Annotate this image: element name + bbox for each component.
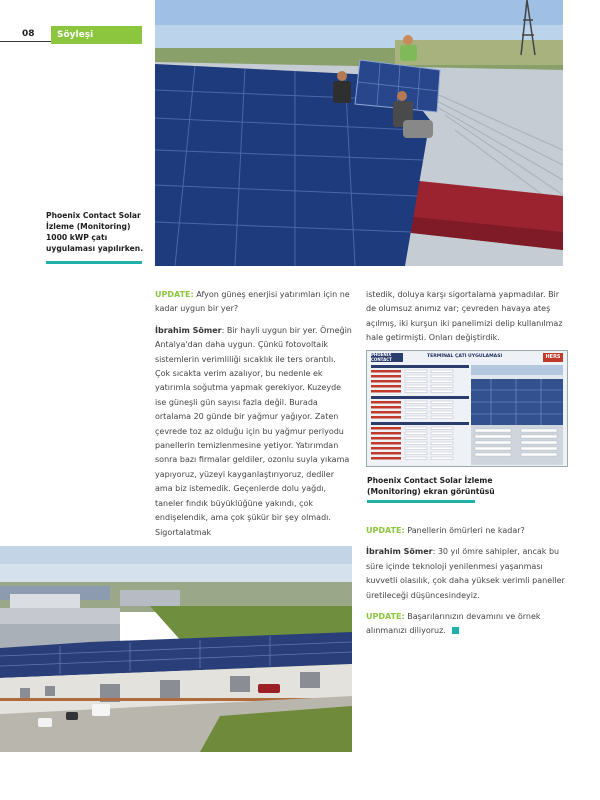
screenshot-caption: Phoenix Contact Solar İzleme (Monitoring) ekran görüntüsü: [367, 476, 495, 496]
article-column-right-lower: [366, 524, 566, 646]
caption-accent-bar: [367, 500, 475, 503]
speaker-name: İbrahim Sömer: [155, 325, 222, 335]
monitor-badge: HERS: [543, 353, 563, 362]
question-text: Panellerin ömürleri ne kadar?: [407, 526, 525, 535]
monitoring-screenshot: [366, 350, 568, 467]
interviewer-label: UPDATE:: [366, 612, 405, 622]
answer-1-continued: istedik, doluya karşı sigortalama yapmadılar. Bir de olumsuz anımız var; çevreden havaya ateş açılmış, iki kurşun iki panelimizi delip kullanılmaz hale getirmişti. Onları değiştirdik.: [366, 290, 563, 343]
interviewer-label: UPDATE:: [155, 290, 194, 299]
caption-accent-bar: [46, 261, 142, 264]
closing-remark: [366, 610, 566, 639]
phoenix-contact-logo: PHOENIX CONTACT: [371, 353, 403, 362]
interviewer-label: UPDATE:: [366, 526, 405, 535]
section-label: Söyleşi: [51, 26, 142, 44]
monitor-table: [371, 365, 469, 463]
answer-text: : 30 yıl ömre sahipler, ancak bu süre içinde teknoloji yenilenmesi yaşanması kuvvetli olasılık, çok daha yüksek verimli paneller üretileceği düşüncesindeyiz.: [366, 547, 565, 600]
answer-text: : Bir hayli uygun bir yer. Örneğin Antalya'dan daha uygun. Çünkü fotovoltaik sistemlerin verimliliği sıcaklık ile ters orantılı. Çok sıcakta verim azalıyor, bu nedenle ek yatırımla soğutma yapmak gerekiyor. Kuzeyde ise güneşli gün sayısı fazla değil. Burada ortalama 20 günde bir yağmur yağıyor. Zaten çevrede toz az olduğu için bu yağmur periyodu panellerin temizlenmesine yetiyor. Yatırımdan sonra bazı firmalar geldiler, ozonlu suyla yıkama yapıyoruz, yüzeyi kayganlaştırıyoruz, dediler ama biz istemedik. Geçenlerde dolu yağdı, taneler fındık büyüklüğüne yakındı, çok endişelendik, ama çok şükür bir şey olmadı. Sigortalatmak: [155, 325, 352, 537]
question-text: Afyon güneş enerjisi yatırımları için ne kadar uygun bir yer?: [155, 290, 350, 314]
monitor-title: TERMİNAL ÇATI UYGULAMASI: [427, 354, 503, 359]
question-2: [366, 524, 566, 538]
answer-2: [366, 545, 566, 603]
monitor-site-photo: [471, 365, 563, 465]
aerial-factory-photo: [0, 546, 352, 752]
photo-caption: Phoenix Contact Solar İzleme (Monitoring) 1000 kWP çatı uygulaması yapılırken.: [46, 211, 144, 253]
question-1: [155, 288, 353, 317]
speaker-name: İbrahim Sömer: [366, 547, 433, 557]
answer-1: [155, 324, 353, 540]
article-end-icon: [452, 627, 459, 634]
article-column-right: [366, 288, 566, 353]
closing-text: Başarılarınızın devamını ve örnek alınmanızı diliyoruz.: [366, 612, 541, 636]
article-column-left: [155, 288, 353, 547]
page-number: 08: [22, 29, 35, 39]
rooftop-solar-photo: [155, 0, 563, 266]
